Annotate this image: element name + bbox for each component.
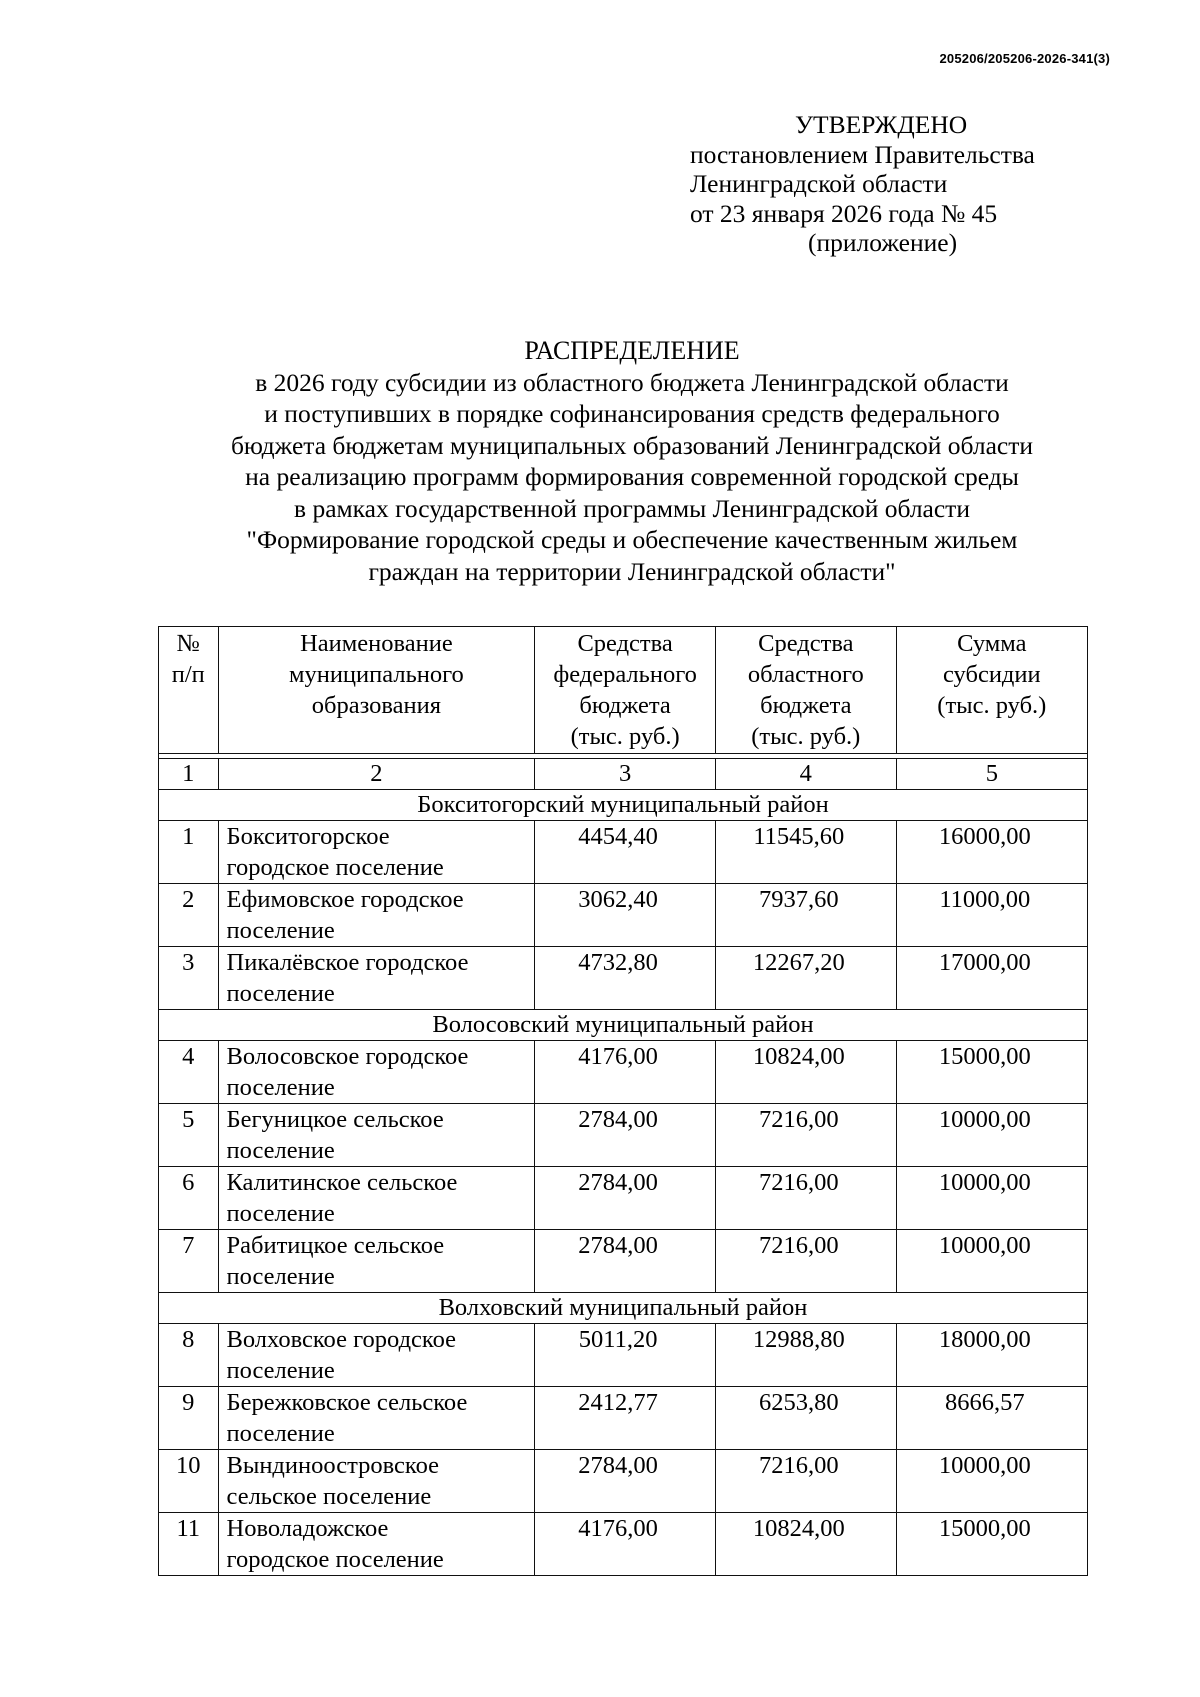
regional-amount: 10824,00 [715, 1513, 896, 1576]
municipality-name [218, 1513, 535, 1576]
federal-amount: 2784,00 [535, 1167, 716, 1230]
name-line: городское поселение [226, 854, 444, 881]
header-line: бюджета [760, 692, 852, 719]
regional-amount: 6253,80 [715, 1387, 896, 1450]
heading-line: граждан на территории Ленинградской области" [368, 556, 896, 586]
approval-line: Ленинградской области [690, 169, 948, 198]
table-row [159, 821, 1088, 884]
name-line: поселение [226, 1074, 335, 1101]
heading-line: в рамках государственной программы Ленинградской области [294, 493, 970, 523]
row-number: 11 [159, 1513, 219, 1576]
header-line: областного [747, 661, 864, 688]
regional-amount: 7216,00 [715, 1104, 896, 1167]
total-amount: 15000,00 [896, 1041, 1087, 1104]
regional-amount: 7216,00 [715, 1230, 896, 1293]
name-line: поселение [226, 1137, 335, 1164]
name-line: сельское поселение [226, 1483, 432, 1510]
regional-amount: 7216,00 [715, 1450, 896, 1513]
region-row [159, 790, 1088, 821]
name-line: поселение [226, 1200, 335, 1227]
document-heading [100, 335, 1164, 587]
total-amount: 17000,00 [896, 947, 1087, 1010]
approval-title: УТВЕРЖДЕНО [795, 110, 968, 139]
municipality-name [218, 821, 535, 884]
federal-amount: 2784,00 [535, 1450, 716, 1513]
total-amount: 10000,00 [896, 1450, 1087, 1513]
federal-amount: 4176,00 [535, 1513, 716, 1576]
municipality-name [218, 947, 535, 1010]
region-name: Волховский муниципальный район [159, 1293, 1088, 1324]
federal-amount: 3062,40 [535, 884, 716, 947]
header-line: (тыс. руб.) [570, 723, 680, 750]
row-number: 1 [159, 821, 219, 884]
table-row [159, 1513, 1088, 1576]
header-line: субсидии [943, 661, 1041, 688]
municipality-name [218, 1041, 535, 1104]
federal-amount: 2412,77 [535, 1387, 716, 1450]
regional-amount: 12267,20 [715, 947, 896, 1010]
header-line: образования [311, 692, 442, 719]
municipality-name [218, 1450, 535, 1513]
column-number: 5 [896, 759, 1087, 790]
table-row [159, 947, 1088, 1010]
municipality-name [218, 1387, 535, 1450]
name-line: поселение [226, 1263, 335, 1290]
federal-amount: 5011,20 [535, 1324, 716, 1387]
row-number: 3 [159, 947, 219, 1010]
federal-amount: 2784,00 [535, 1230, 716, 1293]
heading-line: бюджета бюджетам муниципальных образований Ленинградской области [230, 430, 1034, 460]
municipality-name [218, 1167, 535, 1230]
federal-amount: 4732,80 [535, 947, 716, 1010]
header-line: бюджета [579, 692, 671, 719]
header-line: Средства [577, 630, 673, 657]
column-number: 1 [159, 759, 219, 790]
row-number: 7 [159, 1230, 219, 1293]
name-line: поселение [226, 1420, 335, 1447]
header-number [159, 627, 219, 754]
row-number: 2 [159, 884, 219, 947]
total-amount: 8666,57 [896, 1387, 1087, 1450]
table-row [159, 884, 1088, 947]
approval-line: постановлением Правительства [690, 139, 1035, 169]
table-header [159, 627, 1088, 754]
header-line: федерального [553, 661, 697, 688]
region-name: Волосовский муниципальный район [159, 1010, 1088, 1041]
approval-stamp [690, 110, 1035, 258]
total-amount: 10000,00 [896, 1104, 1087, 1167]
federal-amount: 4176,00 [535, 1041, 716, 1104]
header-line: (тыс. руб.) [937, 692, 1047, 719]
name-line: поселение [226, 980, 335, 1007]
total-amount: 10000,00 [896, 1167, 1087, 1230]
regional-amount: 7937,60 [715, 884, 896, 947]
name-line: поселение [226, 1357, 335, 1384]
name-line: поселение [226, 917, 335, 944]
header-line: Сумма [957, 630, 1027, 657]
total-amount: 10000,00 [896, 1230, 1087, 1293]
heading-line: на реализацию программ формирования современной городской среды [245, 462, 1019, 491]
total-amount: 11000,00 [896, 884, 1087, 947]
table-body [159, 754, 1088, 1576]
municipality-name [218, 884, 535, 947]
header-line: Средства [758, 630, 854, 657]
regional-amount: 11545,60 [715, 821, 896, 884]
heading-line: в 2026 году субсидии из областного бюджета Ленинградской области [255, 367, 1009, 397]
table-row [159, 1230, 1088, 1293]
table-header-row [159, 627, 1088, 754]
name-line: городское поселение [226, 1546, 444, 1573]
header-line: п/п [171, 661, 205, 688]
row-number: 8 [159, 1324, 219, 1387]
row-number: 6 [159, 1167, 219, 1230]
column-numbers-row [159, 759, 1088, 790]
name-line: Новоладожское [226, 1515, 389, 1542]
column-number: 2 [218, 759, 535, 790]
regional-amount: 7216,00 [715, 1167, 896, 1230]
row-number: 5 [159, 1104, 219, 1167]
header-line: № [176, 630, 200, 657]
name-line: Калитинское сельское [226, 1169, 458, 1196]
table-row [159, 1167, 1088, 1230]
name-line: Пикалёвское городское [226, 949, 469, 976]
heading-line: "Формирование городской среды и обеспечение качественным жильем [246, 525, 1018, 554]
header-name [218, 627, 535, 754]
header-line: (тыс. руб.) [751, 723, 861, 750]
municipality-name [218, 1230, 535, 1293]
region-row [159, 1293, 1088, 1324]
federal-amount: 4454,40 [535, 821, 716, 884]
name-line: Бегуницкое сельское [226, 1106, 444, 1133]
name-line: Бокситогорское [226, 823, 390, 850]
document-title: РАСПРЕДЕЛЕНИЕ [524, 336, 740, 365]
approval-appendix: (приложение) [808, 228, 958, 257]
name-line: Волосовское городское [226, 1043, 469, 1070]
header-regional [715, 627, 896, 754]
total-amount: 15000,00 [896, 1513, 1087, 1576]
column-number: 3 [535, 759, 716, 790]
municipality-name [218, 1324, 535, 1387]
header-line: Наименование [300, 630, 453, 657]
table-row [159, 1450, 1088, 1513]
heading-line: и поступивших в порядке софинансирования средств федерального [264, 399, 1000, 428]
name-line: Рабитицкое сельское [226, 1232, 445, 1259]
row-number: 9 [159, 1387, 219, 1450]
header-federal [535, 627, 716, 754]
municipality-name [218, 1104, 535, 1167]
table-row [159, 1041, 1088, 1104]
name-line: Ефимовское городское [226, 886, 464, 913]
header-line: муниципального [288, 661, 464, 688]
table-row [159, 1324, 1088, 1387]
document-id: 205206/205206-2026-341(3) [939, 51, 1110, 66]
regional-amount: 10824,00 [715, 1041, 896, 1104]
region-row [159, 1010, 1088, 1041]
row-number: 4 [159, 1041, 219, 1104]
column-number: 4 [715, 759, 896, 790]
name-line: Бережковское сельское [226, 1389, 468, 1416]
distribution-table [158, 626, 1088, 1576]
name-line: Вындиноостровское [226, 1452, 439, 1479]
header-total [896, 627, 1087, 754]
total-amount: 18000,00 [896, 1324, 1087, 1387]
regional-amount: 12988,80 [715, 1324, 896, 1387]
federal-amount: 2784,00 [535, 1104, 716, 1167]
name-line: Волховское городское [226, 1326, 456, 1353]
row-number: 10 [159, 1450, 219, 1513]
table-row [159, 1387, 1088, 1450]
region-name: Бокситогорский муниципальный район [159, 790, 1088, 821]
total-amount: 16000,00 [896, 821, 1087, 884]
table-row [159, 1104, 1088, 1167]
approval-line: от 23 января 2026 года № 45 [690, 198, 998, 228]
